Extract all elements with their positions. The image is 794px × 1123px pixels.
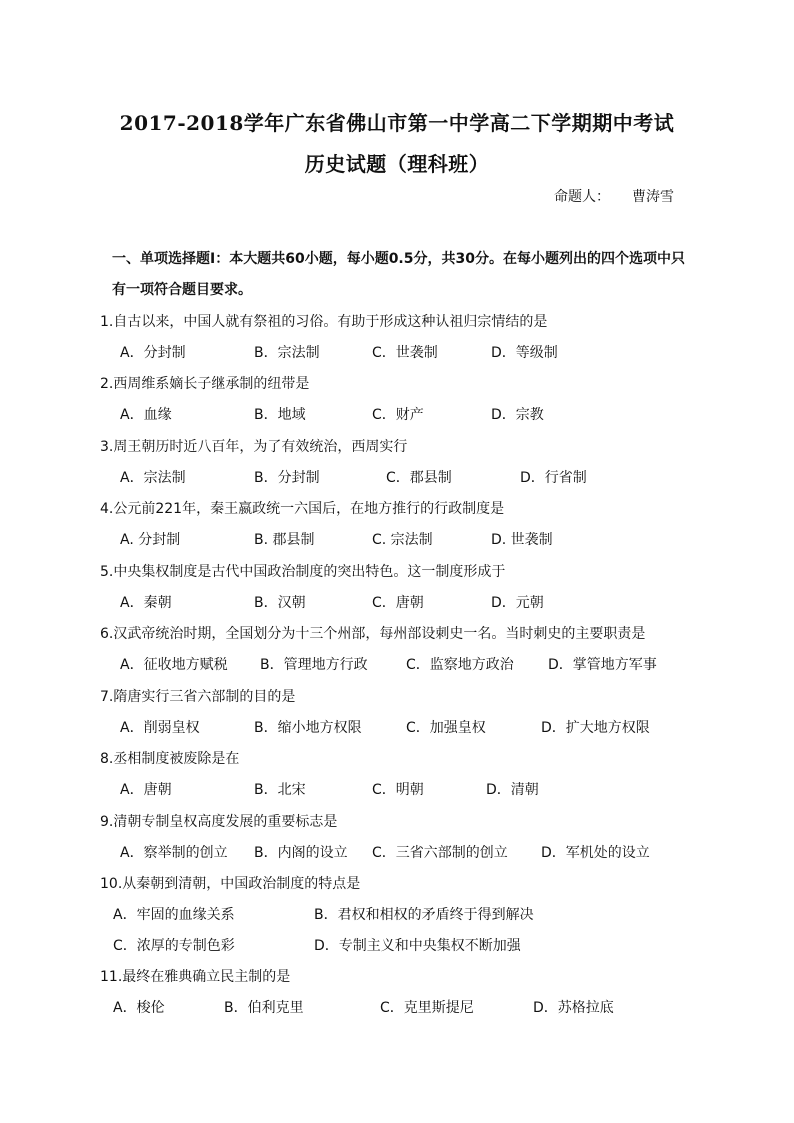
option-d: D．元朝 bbox=[491, 595, 544, 611]
option-b: B. 郡县制 bbox=[254, 532, 315, 548]
option-b: B．君权和相权的矛盾终于得到解决 bbox=[314, 907, 534, 923]
question-stem: 7.隋唐实行三省六部制的目的是 bbox=[100, 689, 296, 705]
option-a: A．牢固的血缘关系 bbox=[113, 907, 235, 923]
option-a: A．唐朝 bbox=[120, 782, 172, 798]
option-d: D．军机处的设立 bbox=[541, 845, 650, 861]
question-stem: 6.汉武帝统治时期，全国划分为十三个州部，每州部设刺史一名。当时刺史的主要职责是 bbox=[100, 626, 646, 642]
option-a: A．梭伦 bbox=[113, 1000, 165, 1016]
option-a: A．血缘 bbox=[120, 407, 172, 423]
question-stem: 4.公元前221年，秦王嬴政统一六国后，在地方推行的行政制度是 bbox=[100, 501, 505, 517]
question-stem: 10.从秦朝到清朝，中国政治制度的特点是 bbox=[100, 876, 361, 892]
option-c: C．克里斯提尼 bbox=[380, 1000, 474, 1016]
option-d: D．清朝 bbox=[486, 782, 539, 798]
section-heading: 一、单项选择题Ⅰ：本大题共60小题，每小题0.5分，共30分。在每小题列出的四个选项中只有一项符合题目要求。 bbox=[112, 251, 685, 298]
option-b: B．宗法制 bbox=[254, 345, 320, 361]
option-d: D．掌管地方军事 bbox=[548, 657, 657, 673]
option-d: D．专制主义和中央集权不断加强 bbox=[314, 938, 521, 954]
question-stem: 9.清朝专制皇权高度发展的重要标志是 bbox=[100, 814, 338, 830]
option-d: D．苏格拉底 bbox=[533, 1000, 614, 1016]
question-stem: 1.自古以来，中国人就有祭祖的习俗。有助于形成这种认祖归宗情结的是 bbox=[100, 314, 548, 330]
option-b: B．内阁的设立 bbox=[254, 845, 348, 861]
option-a: A．察举制的创立 bbox=[120, 845, 228, 861]
question-stem: 3.周王朝历时近八百年，为了有效统治，西周实行 bbox=[100, 439, 408, 455]
option-c: C．明朝 bbox=[372, 782, 424, 798]
option-c: C．三省六部制的创立 bbox=[372, 845, 508, 861]
exam-title-line1: 2017-2018学年广东省佛山市第一中学高二下学期期中考试 bbox=[119, 111, 675, 135]
option-b: B．伯利克里 bbox=[224, 1000, 304, 1016]
option-b: B．北宋 bbox=[254, 782, 306, 798]
option-a: A．削弱皇权 bbox=[120, 720, 200, 736]
option-b: B．管理地方行政 bbox=[260, 657, 368, 673]
option-c: C. 宗法制 bbox=[372, 532, 433, 548]
option-b: B．分封制 bbox=[254, 470, 320, 486]
option-a: A．秦朝 bbox=[120, 595, 172, 611]
option-b: B．缩小地方权限 bbox=[254, 720, 362, 736]
option-c: C．浓厚的专制色彩 bbox=[113, 938, 235, 954]
option-d: D．等级制 bbox=[491, 345, 558, 361]
option-b: B．汉朝 bbox=[254, 595, 306, 611]
option-b: B．地域 bbox=[254, 407, 306, 423]
author-label: 命题人： bbox=[554, 189, 610, 205]
question-stem: 5.中央集权制度是古代中国政治制度的突出特色。这一制度形成于 bbox=[100, 564, 506, 580]
question-stem: 11.最终在雅典确立民主制的是 bbox=[100, 969, 291, 985]
question-stem: 2.西周维系嫡长子继承制的纽带是 bbox=[100, 376, 310, 392]
author-line bbox=[554, 186, 674, 206]
option-d: D．宗教 bbox=[491, 407, 544, 423]
option-c: C．世袭制 bbox=[372, 345, 438, 361]
option-c: C．郡县制 bbox=[386, 470, 452, 486]
option-d: D．扩大地方权限 bbox=[541, 720, 650, 736]
option-a: A．征收地方赋税 bbox=[120, 657, 228, 673]
question-stem: 8.丞相制度被废除是在 bbox=[100, 751, 240, 767]
option-c: C．加强皇权 bbox=[406, 720, 486, 736]
option-c: C．唐朝 bbox=[372, 595, 424, 611]
option-c: C．财产 bbox=[372, 407, 424, 423]
option-d: D．行省制 bbox=[520, 470, 587, 486]
option-d: D. 世袭制 bbox=[491, 532, 553, 548]
option-a: A. 分封制 bbox=[120, 532, 181, 548]
option-a: A．分封制 bbox=[120, 345, 186, 361]
exam-title-line2: 历史试题（理科班） bbox=[304, 152, 490, 176]
author-name: 曹涛雪 bbox=[632, 189, 674, 205]
option-a: A．宗法制 bbox=[120, 470, 186, 486]
option-c: C．监察地方政治 bbox=[406, 657, 514, 673]
